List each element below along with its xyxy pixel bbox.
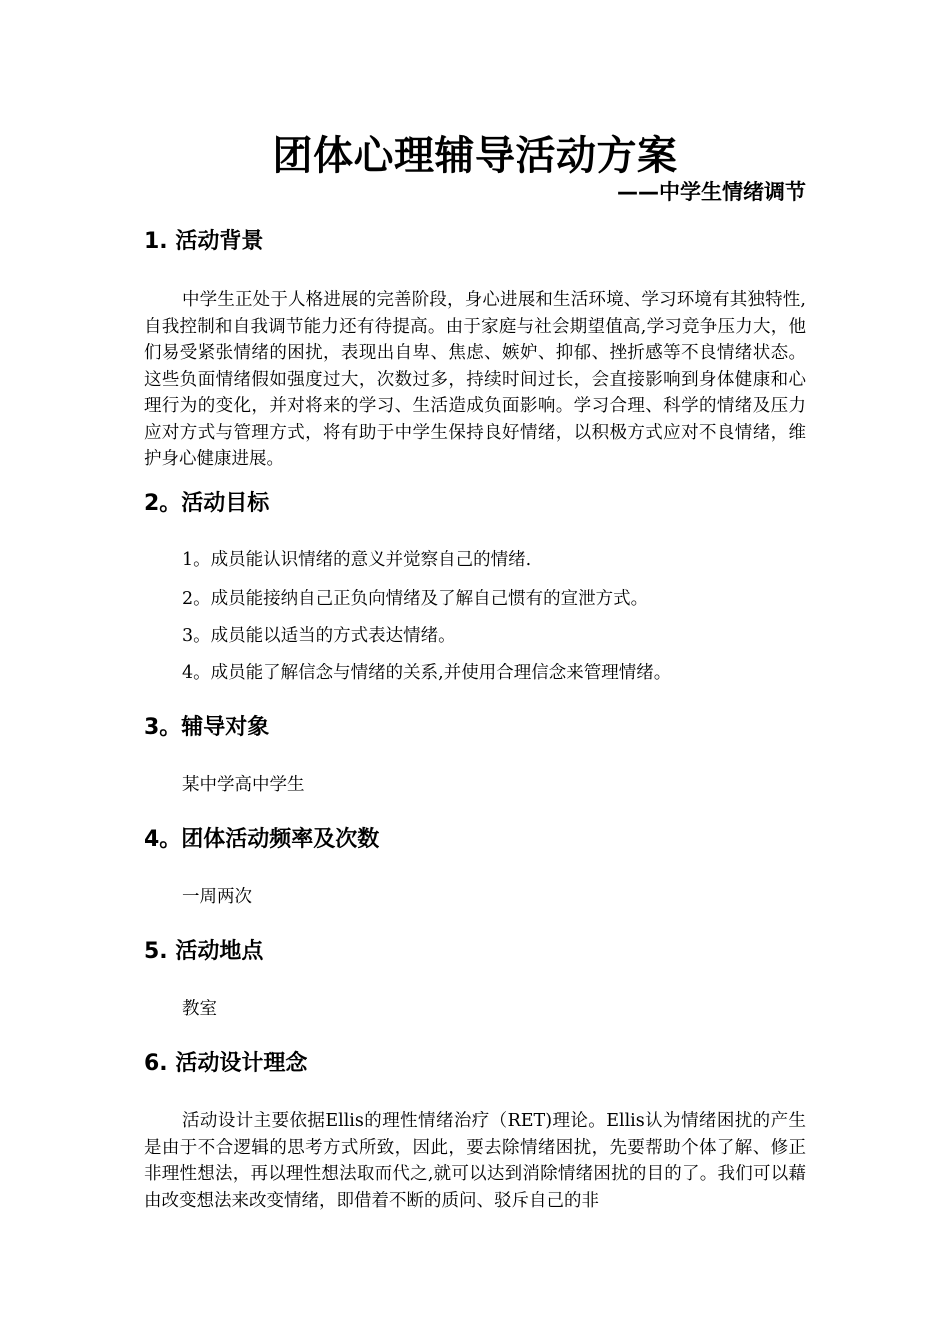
section-heading-location: 5. 活动地点 xyxy=(144,939,264,964)
section-text-target: 某中学高中学生 xyxy=(182,775,305,795)
section-heading-background: 1. 活动背景 xyxy=(144,229,264,254)
section-heading-target: 3。辅导对象 xyxy=(144,715,270,740)
goal-item: 1。成员能认识情绪的意义并觉察自己的情绪. xyxy=(182,550,532,570)
document-title: 团体心理辅导活动方案 xyxy=(272,133,678,179)
section-body-design-concept: 活动设计主要依据Ellis的理性情绪治疗（RET)理论。Ellis认为情绪困扰的产生是由于不合逻辑的思考方式所致，因此，要去除情绪困扰，先要帮助个体了解、修正非理性想法，再以理性想法取而代之,就可以达到消除情绪困扰的目的了。我们可以藉由改变想法来改变情绪，即借着不断的质问、驳斥自己的非 xyxy=(144,1111,806,1211)
section-heading-design-concept: 6. 活动设计理念 xyxy=(144,1051,308,1076)
section-heading-frequency: 4。团体活动频率及次数 xyxy=(144,827,380,852)
goal-item: 3。成员能以适当的方式表达情绪。 xyxy=(182,626,456,646)
section-heading-goals: 2。活动目标 xyxy=(144,491,270,516)
section-text-location: 教室 xyxy=(182,999,217,1019)
section-body-background: 中学生正处于人格进展的完善阶段，身心进展和生活环境、学习环境有其独特性,自我控制和自我调节能力还有待提高。由于家庭与社会期望值高,学习竞争压力大，他们易受紧张情绪的困扰，表现出自卑、焦虑、嫉妒、抑郁、挫折感等不良情绪状态。这些负面情绪假如强度过大，次数过多，持续时间过长，会直接影响到身体健康和心理行为的变化，并对将来的学习、生活造成负面影响。学习合理、科学的情绪及压力应对方式与管理方式，将有助于中学生保持良好情绪，以积极方式应对不良情绪，维护身心健康进展。 xyxy=(144,290,806,469)
goal-item: 2。成员能接纳自己正负向情绪及了解自己惯有的宣泄方式。 xyxy=(182,589,649,609)
section-text-frequency: 一周两次 xyxy=(182,887,252,907)
document-subtitle: ——中学生情绪调节 xyxy=(617,180,806,204)
goal-item: 4。成员能了解信念与情绪的关系,并使用合理信念来管理情绪。 xyxy=(182,663,672,683)
